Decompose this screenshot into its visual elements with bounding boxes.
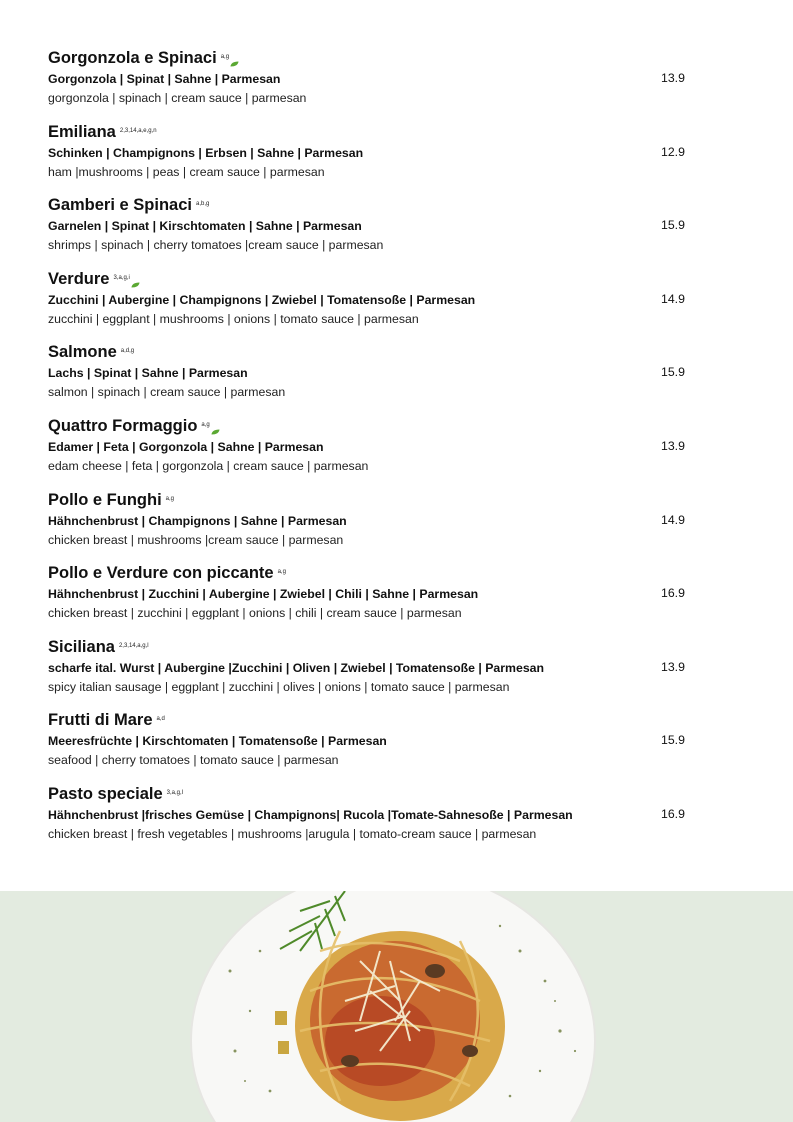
ingredients-english: chicken breast | zucchini | eggplant | onions | chili | cream sauce | parmesan: [48, 606, 462, 621]
allergen-codes: a,d,g: [120, 348, 135, 355]
menu-item: [48, 194, 748, 268]
allergen-codes: 2,3,14,a,g,l: [118, 642, 149, 649]
menu-item: [48, 341, 748, 415]
ingredients-english: ham |mushrooms | peas | cream sauce | parmesan: [48, 164, 325, 179]
ingredients-german: scharfe ital. Wurst | Aubergine |Zucchini | Oliven | Zwiebel | Tomatensoße | Parmesan: [48, 660, 545, 675]
dish-price: 15.9: [661, 733, 685, 748]
ingredients-german: Lachs | Spinat | Sahne | Parmesan: [48, 366, 248, 381]
allergen-codes: a,g: [220, 54, 230, 60]
menu-item: [48, 268, 748, 342]
menu-item-heading: [48, 341, 748, 362]
dish-name: Gamberi e Spinaci: [48, 196, 192, 215]
ingredients-english: zucchini | eggplant | mushrooms | onions | tomato sauce | parmesan: [48, 311, 419, 326]
ingredients-english: seafood | cherry tomatoes | tomato sauce | parmesan: [48, 753, 339, 768]
dish-name: Frutti di Mare: [48, 711, 153, 730]
ingredients-german: Schinken | Champignons | Erbsen | Sahne | Parmesan: [48, 145, 364, 160]
pasta-dish-photo: [0, 891, 793, 1122]
allergen-codes: 3,a,g,l: [166, 789, 184, 796]
vegetarian-leaf-icon: [230, 54, 239, 60]
allergen-codes: a,g: [165, 495, 174, 502]
menu-item-heading: [48, 489, 748, 510]
ingredients-german: Hähnchenbrust | Champignons | Sahne | Parmesan: [48, 513, 347, 528]
allergen-codes: 2,3,14,a,e,g,n: [119, 127, 157, 134]
dish-name: Verdure: [48, 269, 110, 288]
allergen-codes: a,b,g: [195, 201, 210, 208]
menu-item: [48, 489, 748, 563]
menu-item-heading: [48, 709, 748, 730]
ingredients-german: Garnelen | Spinat | Kirschtomaten | Sahne | Parmesan: [48, 219, 362, 234]
dish-name: Pollo e Verdure con piccante: [48, 564, 274, 583]
dish-price: 13.9: [661, 438, 685, 453]
ingredients-german: Edamer | Feta | Gorgonzola | Sahne | Parmesan: [48, 439, 324, 454]
menu-list: [48, 47, 748, 857]
menu-item-heading: [48, 121, 748, 142]
dish-name: Gorgonzola e Spinaci: [48, 49, 217, 67]
ingredients-german: Hähnchenbrust |frisches Gemüse | Champignons| Rucola |Tomate-Sahnesoße | Parmesan: [48, 807, 573, 822]
ingredients-english: chicken breast | mushrooms |cream sauce | parmesan: [48, 532, 344, 547]
ingredients-german: Meeresfrüchte | Kirschtomaten | Tomatensoße | Parmesan: [48, 734, 387, 749]
ingredients-english: gorgonzola | spinach | cream sauce | parmesan: [48, 91, 307, 105]
dish-name: Siciliana: [48, 637, 115, 656]
allergen-codes: a,d: [156, 716, 165, 723]
menu-item: [48, 415, 748, 489]
vegetarian-leaf-icon: [211, 422, 220, 428]
menu-item: [48, 636, 748, 710]
menu-item-heading: [48, 415, 748, 436]
ingredients-german: Zucchini | Aubergine | Champignons | Zwiebel | Tomatensoße | Parmesan: [48, 292, 476, 307]
menu-item-heading: [48, 562, 748, 583]
dish-price: 15.9: [661, 218, 685, 233]
ingredients-english: salmon | spinach | cream sauce | parmesan: [48, 385, 286, 400]
dish-price: 15.9: [661, 365, 685, 380]
dish-price: 13.9: [661, 659, 685, 674]
ingredients-english: shrimps | spinach | cherry tomatoes |cream sauce | parmesan: [48, 238, 384, 253]
menu-item-heading: [48, 636, 748, 657]
menu-item: [48, 709, 748, 783]
ingredients-english: chicken breast | fresh vegetables | mushrooms |arugula | tomato-cream sauce | parmesan: [48, 826, 537, 841]
menu-item-heading: [48, 268, 748, 289]
menu-item: [48, 121, 748, 195]
menu-item-heading: [48, 47, 748, 68]
menu-item-heading: [48, 194, 748, 215]
dish-name: Emiliana: [48, 122, 116, 141]
menu-item: [48, 562, 748, 636]
menu-item: [48, 783, 748, 857]
allergen-codes: a,g: [201, 421, 210, 428]
vegetarian-leaf-icon: [131, 275, 140, 281]
dish-name: Pasto speciale: [48, 784, 163, 803]
ingredients-english: edam cheese | feta | gorgonzola | cream sauce | parmesan: [48, 458, 369, 473]
ingredients-german: Gorgonzola | Spinat | Sahne | Parmesan: [48, 72, 281, 86]
dish-name: Salmone: [48, 343, 117, 362]
ingredients-german: Hähnchenbrust | Zucchini | Aubergine | Zwiebel | Chili | Sahne | Parmesan: [48, 587, 479, 602]
menu-item-heading: [48, 783, 748, 804]
dish-price: 12.9: [661, 144, 685, 159]
allergen-codes: a,g: [277, 569, 286, 576]
dish-price: 14.9: [661, 512, 685, 527]
ingredients-english: spicy italian sausage | eggplant | zucchini | olives | onions | tomato sauce | parmesan: [48, 679, 510, 694]
dish-price: 16.9: [661, 806, 685, 821]
dish-name: Pollo e Funghi: [48, 490, 162, 509]
allergen-codes: 3,a,g,i: [113, 274, 130, 281]
dish-price: 13.9: [661, 71, 685, 85]
dish-name: Quattro Formaggio: [48, 416, 198, 435]
dish-price: 16.9: [661, 586, 685, 601]
menu-item: [48, 47, 748, 121]
dish-price: 14.9: [661, 291, 685, 306]
